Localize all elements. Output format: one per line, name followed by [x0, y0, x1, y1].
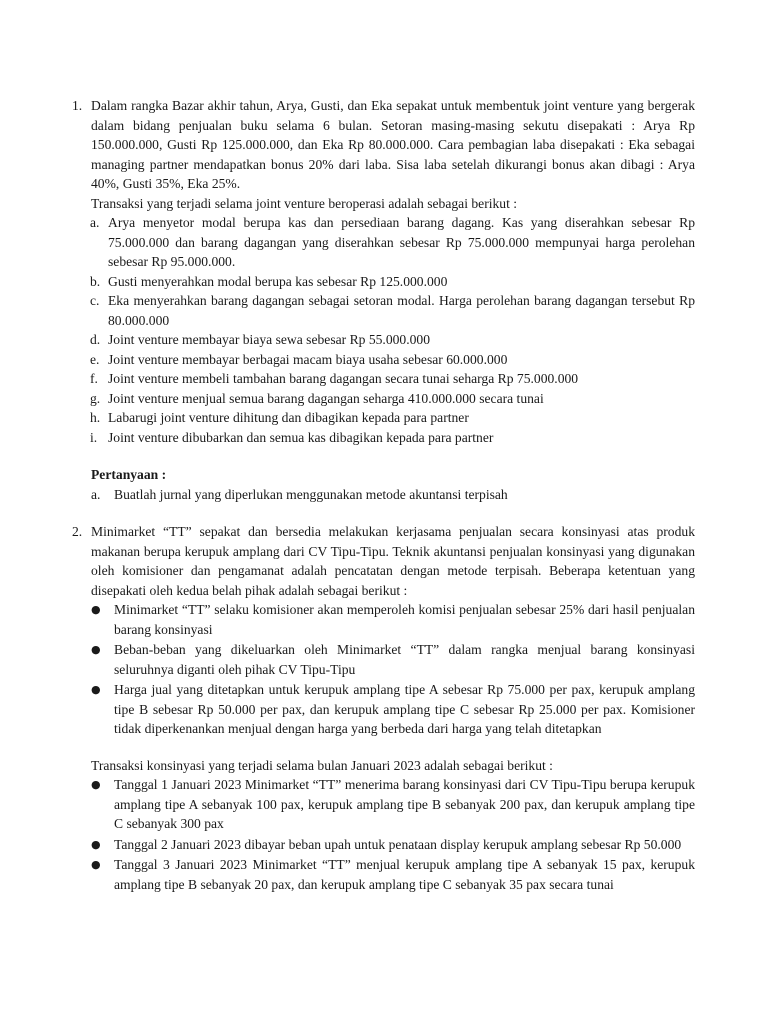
transaction-text: Joint venture membayar berbagai macam biaya usaha sebesar 60.000.000 [108, 351, 508, 367]
bullet-icon: ● [91, 837, 101, 851]
question-1-transaction-list [0, 213, 768, 447]
transaction-item [0, 408, 768, 428]
transaction-letter: i. [90, 429, 98, 445]
bullet-icon: ● [91, 643, 101, 656]
transaction-text: Eka menyerahkan barang dagangan sebagai setoran modal. Harga perolehan barang dagangan tersebut Rp 80.000.000 [108, 293, 695, 328]
transaction-letter: e. [90, 351, 100, 367]
question-2-transactions [0, 775, 768, 894]
consignment-transaction-text: Tanggal 3 Januari 2023 Minimarket “TT” menjual kerupuk amplang tipe A sebanyak 15 pax, kerupuk amplang tipe B sebanyak 20 pax, dan kerupuk amplang tipe C sebanyak 35 pax secara tunai [114, 857, 695, 892]
transaction-item [0, 213, 768, 272]
transaction-text: Joint venture menjual semua barang dagangan seharga 410.000.000 secara tunai [108, 390, 544, 406]
transaction-text: Joint venture membeli tambahan barang dagangan secara tunai seharga Rp 75.000.000 [108, 371, 579, 386]
question-1 [0, 96, 768, 213]
consignment-transaction [0, 775, 768, 834]
consignment-transaction [0, 835, 768, 855]
spacer [0, 504, 768, 522]
spacer [0, 740, 768, 756]
transaction-item [0, 389, 768, 409]
question-1-intro: Dalam rangka Bazar akhir tahun, Arya, Gusti, dan Eka sepakat untuk membentuk joint venture yang bergerak dalam bidang penjualan buku selama 6 bulan. Setoran masing-masing sekutu disepakati : Arya Rp 150.000.000, Gusti Rp 125.000.000, dan Eka Rp 80.000.000. Cara pembagian laba disepakati : Eka sebagai managing partner mendapatkan bonus 20% dari laba. Sisa laba setelah dikurangi bonus akan dibagi : Arya 40%, Gusti 35%, Eka 25%. [91, 98, 695, 191]
term-text: Beban-beban yang dikeluarkan oleh Minimarket “TT” dalam rangka menjual barang konsinyasi seluruhnya diganti oleh pihak CV Tipu-Tipu [114, 642, 695, 677]
question-2-terms [0, 600, 768, 739]
bullet-icon: ● [91, 603, 101, 616]
term-item [0, 680, 768, 739]
transaction-item [0, 350, 768, 370]
consignment-transaction [0, 855, 768, 894]
transaction-text: Joint venture dibubarkan dan semua kas dibagikan kepada para partner [108, 429, 494, 445]
consignment-transaction-text: Tanggal 2 Januari 2023 dibayar beban upah untuk penataan display kerupuk amplang sebesar Rp 50.000 [114, 836, 682, 852]
transaction-letter: f. [90, 371, 98, 386]
bullet-icon: ● [91, 683, 101, 696]
spacer [0, 447, 768, 465]
bullet-icon: ● [91, 858, 101, 871]
transaction-item [0, 330, 768, 350]
transaction-item [0, 291, 768, 330]
question-item [0, 485, 768, 505]
question-2-intro: Minimarket “TT” sepakat dan bersedia melakukan kerjasama penjualan secara konsinyasi atas produk makanan berupa kerupuk amplang dari CV Tipu-Tipu. Teknik akuntansi penjualan konsinyasi yang digunakan oleh komisioner dan pengamanat adalah pencatatan dengan metode terpisah. Beberapa ketentuan yang disepakati oleh kedua belah pihak adalah sebagai berikut : [91, 524, 695, 598]
question-1-number: 1. [72, 98, 83, 113]
transaction-text: Arya menyetor modal berupa kas dan persediaan barang dagang. Kas yang diserahkan sebesar Rp 75.000.000 dan barang dagangan yang diserahkan sebesar Rp 75.000.000 mempunyai harga perolehan sebesar Rp 95.000.000. [108, 215, 695, 269]
question-letter: a. [91, 486, 101, 502]
transaction-letter: g. [90, 390, 101, 406]
term-text: Harga jual yang ditetapkan untuk kerupuk amplang tipe A sebesar Rp 75.000 per pax, kerupuk amplang tipe B sebesar Rp 50.000 per pax, dan kerupuk amplang tipe C sebesar Rp 25.000 per pax. Komisioner tidak diperkenankan menjual dengan harga yang berbeda dari harga yang telah ditetapkan [114, 682, 695, 736]
term-item [0, 600, 768, 639]
question-1-transactions-intro: Transaksi yang terjadi selama joint venture beroperasi adalah sebagai berikut : [91, 195, 518, 211]
transaction-letter: h. [90, 410, 101, 425]
transaction-item [0, 369, 768, 389]
consignment-transaction-text: Tanggal 1 Januari 2023 Minimarket “TT” menerima barang konsinyasi dari CV Tipu-Tipu berupa kerupuk amplang tipe A sebanyak 100 pax, kerupuk amplang tipe B sebanyak 200 pax, dan kerupuk amplang tipe C sebanyak 300 pax [114, 777, 695, 831]
transaction-letter: d. [90, 332, 101, 347]
question-2-transactions-intro: Transaksi konsinyasi yang terjadi selama bulan Januari 2023 adalah sebagai berikut : [91, 757, 553, 773]
question-2-number: 2. [72, 524, 83, 539]
transaction-item [0, 428, 768, 448]
document-page [0, 96, 768, 895]
transaction-item [0, 272, 768, 292]
transaction-text: Gusti menyerahkan modal berupa kas sebesar Rp 125.000.000 [108, 273, 448, 289]
transaction-letter: b. [90, 273, 101, 289]
question-text: Buatlah jurnal yang diperlukan menggunakan metode akuntansi terpisah [114, 486, 508, 502]
question-2 [0, 522, 768, 600]
transaction-letter: c. [90, 293, 100, 308]
transaction-text: Joint venture membayar biaya sewa sebesar Rp 55.000.000 [108, 332, 431, 347]
bullet-icon: ● [91, 778, 101, 791]
term-text: Minimarket “TT” selaku komisioner akan memperoleh komisi penjualan sebesar 25% dari hasil penjualan barang konsinyasi [114, 602, 695, 637]
transaction-text: Labarugi joint venture dihitung dan dibagikan kepada para partner [108, 410, 469, 425]
question-heading: Pertanyaan : [91, 467, 167, 482]
term-item [0, 640, 768, 679]
transaction-letter: a. [90, 215, 100, 230]
